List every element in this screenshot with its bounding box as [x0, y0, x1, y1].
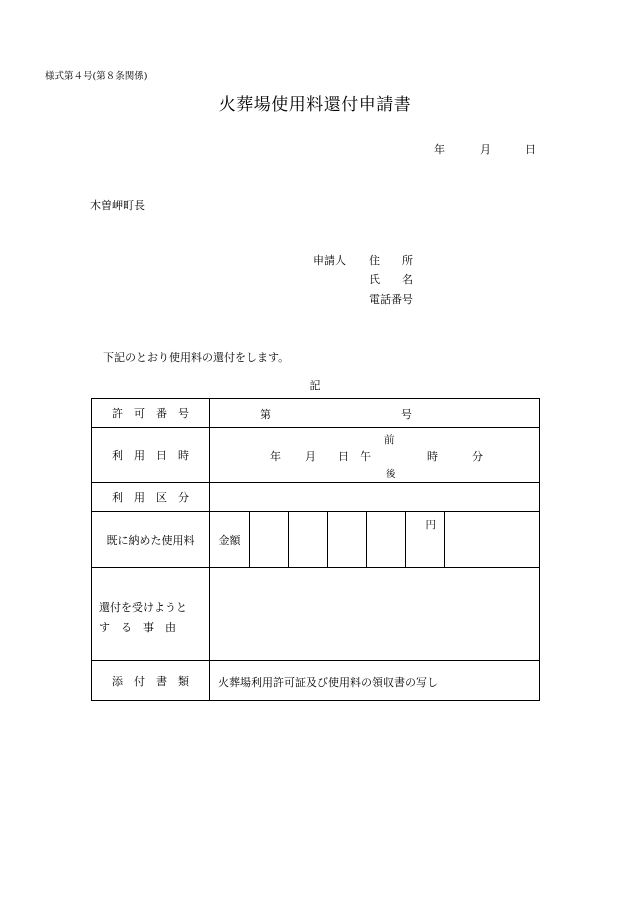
permit-number-label-cell	[92, 399, 210, 427]
attachments-field	[210, 661, 539, 700]
amount-digit-cell[interactable]	[328, 512, 367, 567]
yen-label: 円	[425, 519, 436, 531]
usage-ampm-mae: 前	[384, 434, 395, 446]
amount-label-cell	[210, 512, 250, 567]
refund-reason-label-line1: 還付を受けようと	[99, 601, 187, 614]
permit-number-row	[92, 399, 539, 428]
refund-reason-label-cell	[92, 568, 210, 660]
amount-digit-cell[interactable]	[406, 512, 445, 567]
usage-datetime-label: 利 用 日 時	[112, 449, 189, 462]
usage-go-label: 午	[360, 450, 371, 463]
amount-digit-cell[interactable]	[289, 512, 328, 567]
document-title: 火葬場使用料還付申請書	[218, 95, 412, 115]
amount-label: 金額	[218, 533, 241, 547]
date-day-label: 日	[525, 143, 536, 156]
attachments-label-cell	[92, 661, 210, 700]
amount-digit-cell[interactable]	[250, 512, 289, 567]
usage-ampm-ato: 後	[386, 469, 396, 480]
statement: 下記のとおり使用料の還付をします。	[103, 351, 290, 364]
refund-reason-row	[92, 568, 539, 661]
permit-number-label: 許 可 番 号	[112, 407, 189, 420]
applicant-name-label: 氏 名	[369, 273, 413, 286]
permit-dai-label: 第	[260, 408, 271, 421]
usage-month-label: 月	[305, 450, 316, 463]
usage-datetime-field[interactable]	[210, 428, 539, 482]
usage-category-row	[92, 483, 539, 512]
usage-year-label: 年	[270, 450, 281, 463]
usage-datetime-label-cell	[92, 428, 210, 482]
paid-fee-label-cell	[92, 512, 210, 567]
usage-hour-label: 時	[427, 450, 438, 463]
attachments-row	[92, 661, 539, 700]
attachments-value: 火葬場利用許可証及び使用料の領収書の写し	[218, 676, 438, 689]
applicant-address-label: 住 所	[369, 254, 413, 267]
usage-day-label: 日	[338, 450, 349, 463]
permit-number-field[interactable]	[210, 399, 539, 427]
applicant-phone-label: 電話番号	[369, 293, 413, 306]
paid-fee-row	[92, 512, 539, 568]
refund-reason-field[interactable]	[210, 568, 539, 660]
permit-go-label: 号	[401, 408, 412, 421]
form-number: 様式第４号(第８条関係)	[45, 71, 148, 82]
applicant-label: 申請人	[313, 254, 346, 267]
usage-minute-label: 分	[472, 450, 483, 463]
refund-reason-label-line2: す る 事 由	[99, 621, 176, 634]
paid-fee-field	[210, 512, 539, 567]
paid-fee-label: 既に納めた使用料	[106, 533, 195, 547]
usage-category-label: 利 用 区 分	[112, 491, 189, 504]
amount-digit-cell[interactable]	[367, 512, 406, 567]
usage-category-label-cell	[92, 483, 210, 511]
date-year-label: 年	[434, 143, 445, 156]
usage-category-field[interactable]	[210, 483, 539, 511]
attachments-label: 添 付 書 類	[112, 674, 189, 688]
addressee: 木曽岬町長	[90, 199, 145, 212]
date-month-label: 月	[480, 143, 491, 156]
application-table	[91, 398, 540, 701]
usage-datetime-row	[92, 428, 539, 483]
ki-heading: 記	[309, 379, 321, 392]
